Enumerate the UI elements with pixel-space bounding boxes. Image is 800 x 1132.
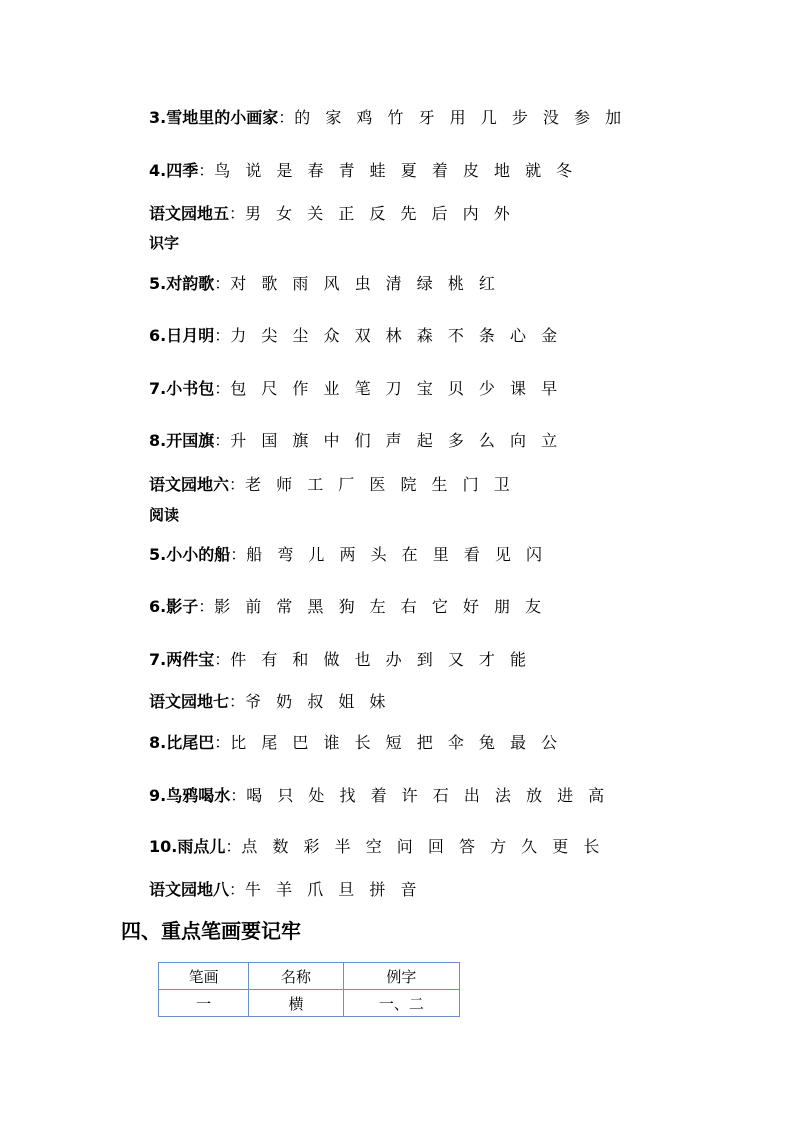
lesson-separator: ： [214, 431, 231, 450]
lesson-title: 4.四季 [149, 161, 199, 180]
section-heading-strokes: 四、重点笔画要记牢 [121, 919, 301, 943]
lesson-row [149, 474, 515, 496]
lesson-title: 6.影子 [149, 597, 199, 616]
lesson-title: 5.对韵歌 [149, 274, 215, 293]
lesson-row [149, 273, 500, 295]
column-header-name: 名称 [249, 963, 343, 990]
lesson-row [149, 160, 577, 182]
table-header-row [159, 963, 460, 990]
lesson-title: 语文园地五 [149, 204, 230, 223]
lesson-row [149, 879, 421, 901]
lesson-row [149, 691, 390, 713]
lesson-row [149, 325, 562, 347]
lesson-title: 5.小小的船 [149, 545, 231, 564]
lesson-title: 语文园地八 [149, 880, 230, 899]
lesson-row [149, 649, 531, 671]
lesson-row [149, 107, 626, 129]
table-row [159, 990, 460, 1017]
lesson-title: 语文园地六 [149, 475, 230, 494]
lesson-characters: 包 尺 作 业 笔 刀 宝 贝 少 课 早 [230, 379, 563, 398]
sub-heading-reading: 阅读 [149, 506, 180, 524]
lesson-title: 7.小书包 [149, 379, 215, 398]
lesson-separator: ： [230, 786, 247, 805]
lesson-characters: 点 数 彩 半 空 问 回 答 方 久 更 长 [241, 837, 605, 856]
lesson-separator: ： [229, 204, 246, 223]
lesson-separator: ： [225, 837, 242, 856]
lesson-title: 3.雪地里的小画家 [149, 108, 279, 127]
table-cell-example: 一、二 [343, 990, 459, 1017]
lesson-separator: ： [230, 545, 247, 564]
lesson-separator: ： [214, 650, 231, 669]
lesson-separator: ： [278, 108, 295, 127]
lesson-characters: 船 弯 儿 两 头 在 里 看 见 闪 [246, 545, 548, 564]
lesson-separator: ： [229, 692, 246, 711]
lesson-characters: 爷 奶 叔 姐 妹 [245, 692, 391, 711]
lesson-characters: 鸟 说 是 春 青 蛙 夏 着 皮 地 就 冬 [214, 161, 578, 180]
lesson-characters: 对 歌 雨 风 虫 清 绿 桃 红 [230, 274, 500, 293]
lesson-row [149, 785, 609, 807]
table-cell-stroke: 一 [159, 990, 249, 1017]
lesson-characters: 影 前 常 黑 狗 左 右 它 好 朋 友 [214, 597, 547, 616]
lesson-characters: 升 国 旗 中 们 声 起 多 么 向 立 [230, 431, 563, 450]
lesson-row [149, 596, 546, 618]
lesson-characters: 老 师 工 厂 医 院 生 门 卫 [245, 475, 515, 494]
lesson-separator: ： [198, 161, 215, 180]
lesson-separator: ： [214, 733, 231, 752]
lesson-title: 9.鸟鸦喝水 [149, 786, 231, 805]
lesson-separator: ： [198, 597, 215, 616]
lesson-separator: ： [229, 880, 246, 899]
column-header-stroke: 笔画 [159, 963, 249, 990]
table-cell-name: 横 [249, 990, 343, 1017]
stroke-table [158, 962, 460, 1017]
lesson-title: 8.开国旗 [149, 431, 215, 450]
lesson-characters: 牛 羊 爪 旦 拼 音 [245, 880, 422, 899]
lesson-title: 语文园地七 [149, 692, 230, 711]
column-header-example: 例字 [343, 963, 459, 990]
lesson-separator: ： [229, 475, 246, 494]
lesson-row [149, 836, 604, 858]
lesson-separator: ： [214, 379, 231, 398]
lesson-characters: 喝 只 处 找 着 许 石 出 法 放 进 高 [246, 786, 610, 805]
lesson-separator: ： [214, 326, 231, 345]
lesson-row [149, 203, 515, 225]
lesson-row [149, 378, 562, 400]
lesson-characters: 力 尖 尘 众 双 林 森 不 条 心 金 [230, 326, 563, 345]
lesson-row [149, 732, 562, 754]
lesson-characters: 男 女 关 正 反 先 后 内 外 [245, 204, 515, 223]
lesson-separator: ： [214, 274, 231, 293]
lesson-title: 6.日月明 [149, 326, 215, 345]
lesson-title: 8.比尾巴 [149, 733, 215, 752]
lesson-characters: 的 家 鸡 竹 牙 用 几 步 没 参 加 [294, 108, 627, 127]
lesson-title: 7.两件宝 [149, 650, 215, 669]
sub-heading-literacy: 识字 [149, 234, 180, 252]
lesson-row [149, 544, 547, 566]
lesson-characters: 比 尾 巴 谁 长 短 把 伞 兔 最 公 [230, 733, 563, 752]
lesson-characters: 件 有 和 做 也 办 到 又 才 能 [230, 650, 532, 669]
lesson-title: 10.雨点儿 [149, 837, 226, 856]
lesson-row [149, 430, 562, 452]
